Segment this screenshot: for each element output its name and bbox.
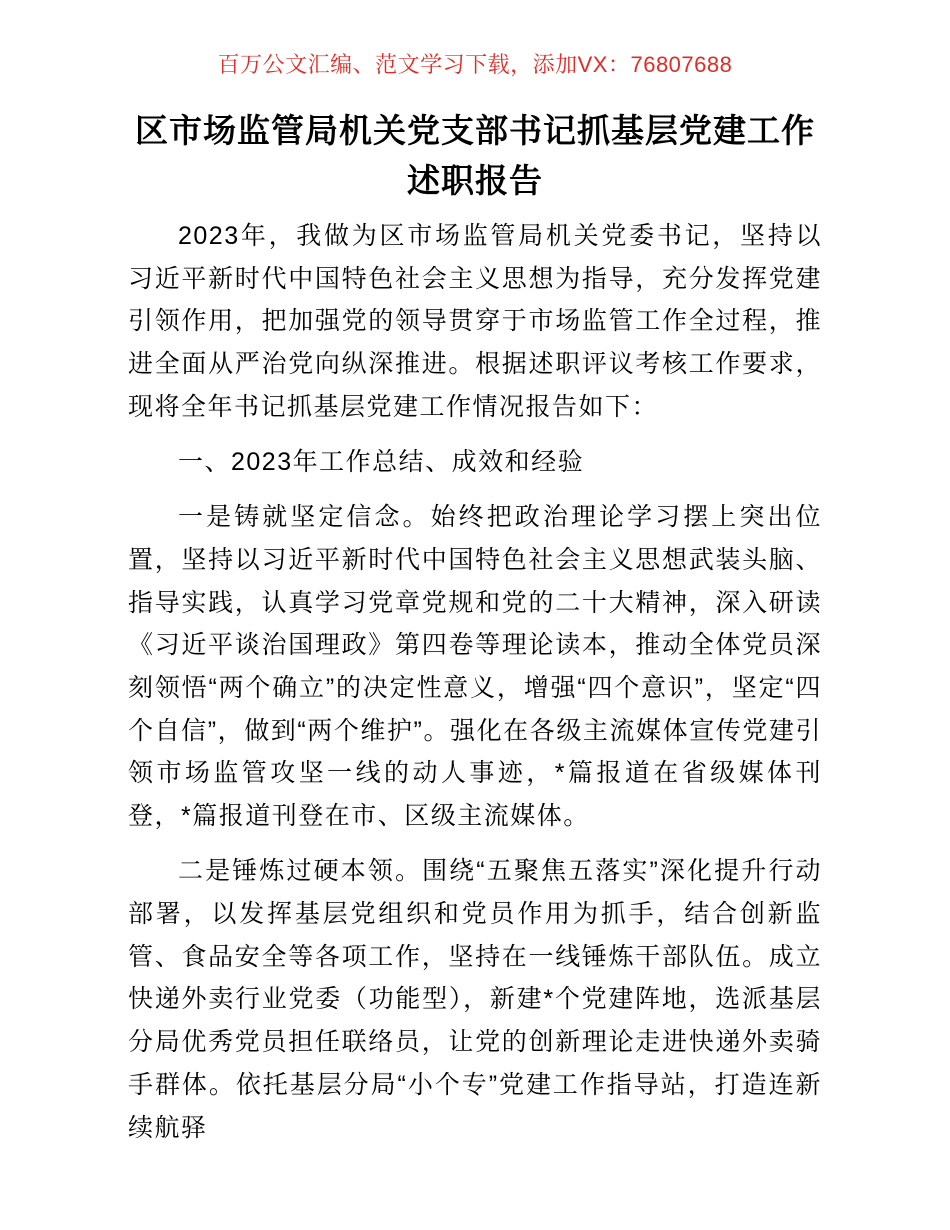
paragraph-intro: 2023年，我做为区市场监管局机关党委书记，坚持以习近平新时代中国特色社会主义思想为指导，充分发挥党建引领作用，把加强党的领导贯穿于市场监管工作全过程，推进全面从严治党向纵深推进。根据述职评议考核工作要求，现将全年书记抓基层党建工作情况报告如下： bbox=[128, 222, 822, 421]
paragraph-point-one: 一是铸就坚定信念。始终把政治理论学习摆上突出位置，坚持以习近平新时代中国特色社会主义思想武装头脑、指导实践，认真学习党章党规和党的二十大精神，深入研读《习近平谈治国理政》第四卷等理论读本，推动全体党员深刻领悟“两个确立”的决定性意义，增强“四个意识”，坚定“四个自信”，做到“两个维护”。强化在各级主流媒体宣传党建引领市场监管攻坚一线的动人事迹，*篇报道在省级媒体刊登，*篇报道刊登在市、区级主流媒体。 bbox=[128, 503, 822, 831]
section-heading-1: 一、2023年工作总结、成效和经验 bbox=[178, 448, 585, 477]
document-title: 区市场监管局机关党支部书记抓基层党建工作述职报告 bbox=[135, 112, 815, 199]
paragraph-point-two: 二是锤炼过硬本领。围绕“五聚焦五落实”深化提升行动部署，以发挥基层党组织和党员作用为抓手，结合创新监管、食品安全等各项工作，坚持在一线锤炼干部队伍。成立快递外卖行业党委（功能型），新建*个党建阵地，选派基层分局优秀党员担任联络员，让党的创新理论走进快递外卖骑手群体。依托基层分局“小个专”党建工作指导站，打造连新续航驿 bbox=[128, 857, 822, 1142]
document-body bbox=[128, 215, 822, 1149]
watermark-header-note: 百万公文汇编、范文学习下载，添加VX：76807688 bbox=[217, 52, 733, 77]
